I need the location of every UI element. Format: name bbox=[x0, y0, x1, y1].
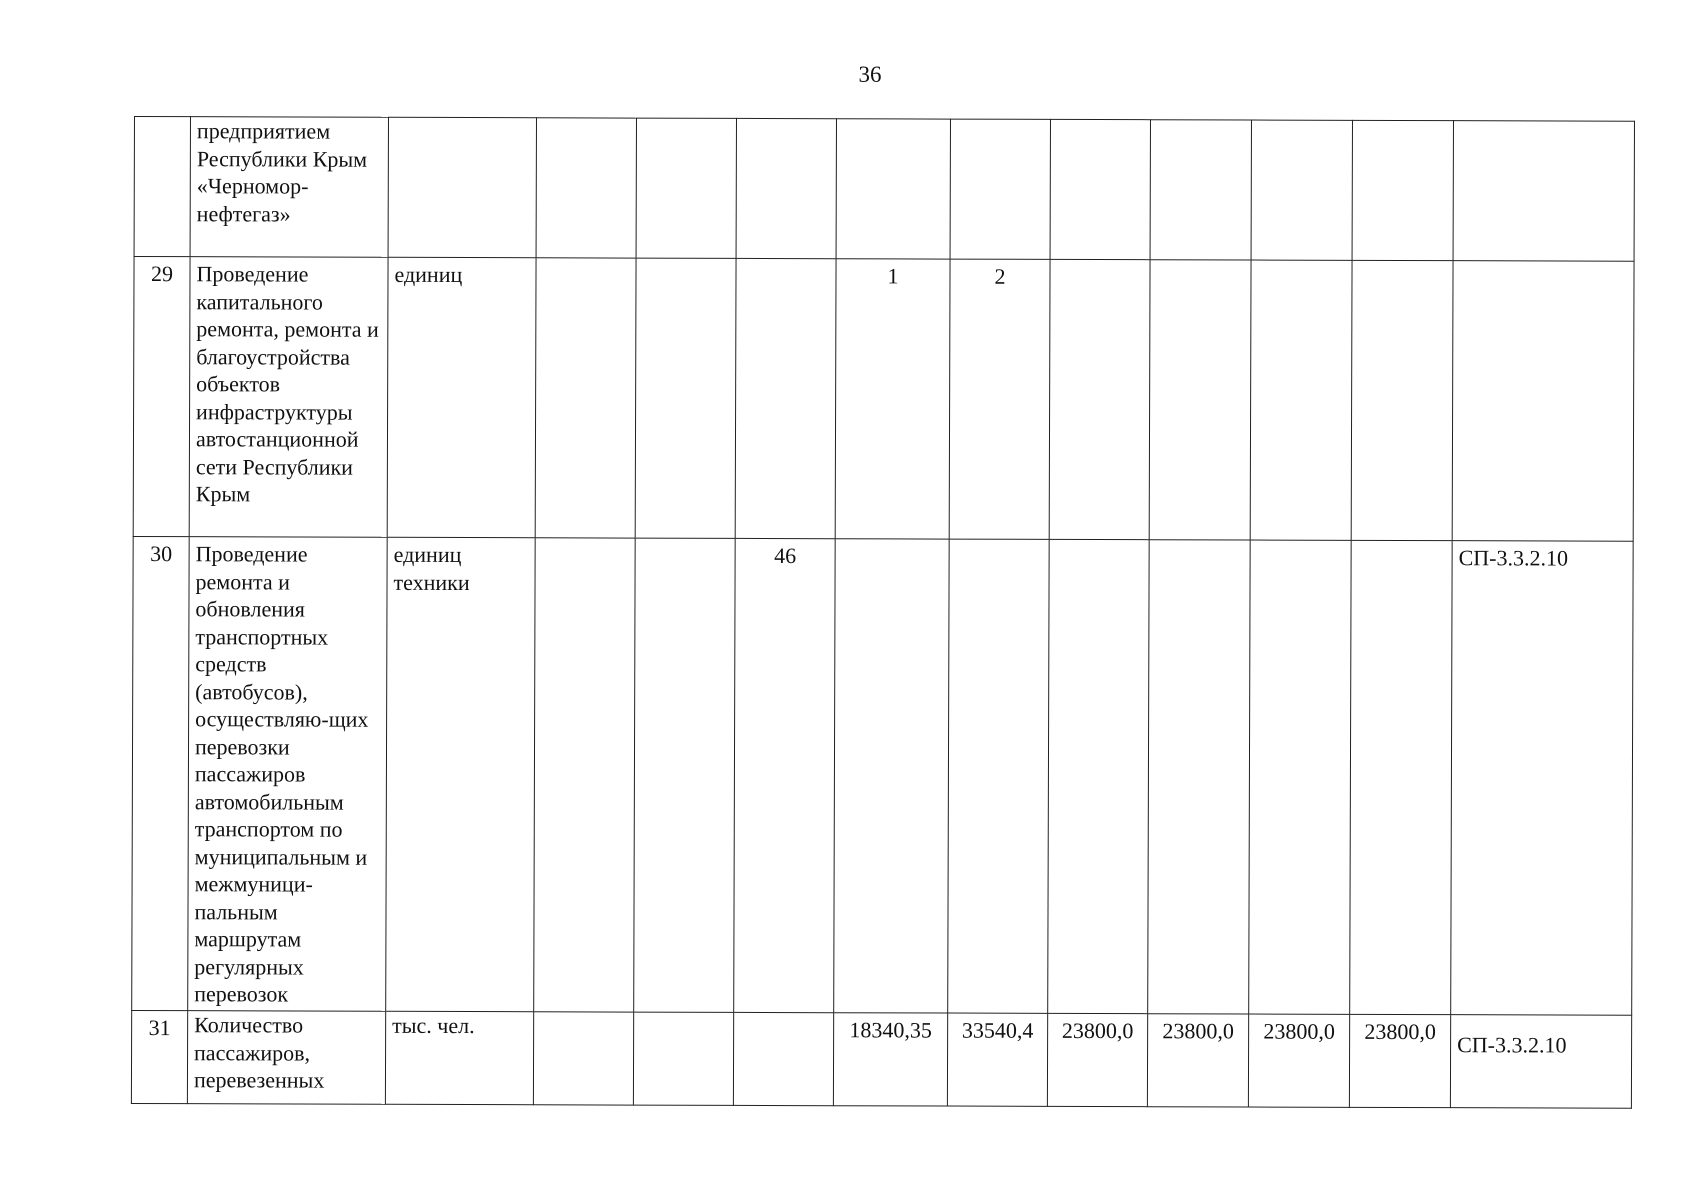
code-cell: СП-3.3.2.10 bbox=[1450, 1015, 1631, 1109]
value-cell: 1 bbox=[835, 259, 950, 539]
value-cell bbox=[534, 538, 635, 1012]
page-number: 36 bbox=[858, 62, 882, 87]
value-cell: 23800,0 bbox=[1248, 1014, 1349, 1107]
value-cell bbox=[1148, 540, 1250, 1014]
value-cell bbox=[733, 1012, 833, 1105]
value-cell bbox=[1149, 260, 1251, 540]
value-cell bbox=[735, 258, 836, 538]
value-cell bbox=[1350, 540, 1452, 1014]
unit-cell: тыс. чел. bbox=[385, 1011, 533, 1104]
code-cell bbox=[1452, 261, 1634, 542]
unit-cell bbox=[388, 117, 536, 257]
value-cell: 18340,35 bbox=[833, 1013, 947, 1106]
value-cell bbox=[836, 119, 950, 259]
value-cell bbox=[834, 539, 949, 1013]
value-cell bbox=[736, 118, 836, 258]
value-cell: 23800,0 bbox=[1047, 1013, 1147, 1106]
value-cell bbox=[635, 258, 736, 538]
code-cell: СП-3.3.2.10 bbox=[1451, 541, 1633, 1016]
value-cell bbox=[948, 539, 1049, 1013]
value-cell bbox=[1250, 260, 1352, 540]
row-number: 29 bbox=[133, 257, 190, 537]
code-cell bbox=[1453, 121, 1634, 262]
value-cell bbox=[1351, 260, 1453, 540]
value-cell: 46 bbox=[734, 538, 835, 1012]
value-cell bbox=[633, 1012, 733, 1105]
value-cell bbox=[1251, 120, 1352, 260]
row-number bbox=[134, 117, 190, 257]
value-cell bbox=[1150, 120, 1251, 260]
value-cell: 33540,4 bbox=[947, 1013, 1047, 1106]
value-cell: 23800,0 bbox=[1147, 1014, 1248, 1107]
table-row bbox=[132, 536, 1633, 1015]
value-cell bbox=[1249, 540, 1351, 1014]
value-cell bbox=[634, 538, 735, 1012]
indicator-name: предприятием Республики Крым «Черномор-нефтегаз» bbox=[190, 117, 388, 258]
indicator-name: Проведение капитального ремонта, ремонта и благоустройства объектов инфраструктуры автостанционной сети Республики Крым bbox=[189, 257, 388, 538]
table-row bbox=[131, 1010, 1631, 1108]
value-cell bbox=[533, 1012, 633, 1105]
value-cell: 23800,0 bbox=[1349, 1014, 1450, 1107]
value-cell bbox=[1048, 539, 1149, 1013]
value-cell bbox=[1050, 119, 1150, 259]
table-row bbox=[134, 117, 1634, 262]
value-cell bbox=[1352, 120, 1453, 260]
row-number: 30 bbox=[132, 536, 189, 1010]
table-row bbox=[133, 257, 1634, 542]
value-cell bbox=[535, 258, 636, 538]
indicator-name: Проведение ремонта и обновления транспортных средств (автобусов), осуществляю-щих перевозки пассажиров автомобильным транспортом по муниципальным и межмуници-пальным маршрутам регулярных перевозок bbox=[188, 537, 387, 1012]
value-cell bbox=[950, 119, 1050, 259]
value-cell bbox=[536, 118, 636, 258]
row-number: 31 bbox=[131, 1010, 187, 1103]
value-cell bbox=[1049, 259, 1150, 539]
value-cell bbox=[636, 118, 736, 258]
indicators-table bbox=[131, 116, 1635, 1109]
indicator-name: Количество пассажиров, перевезенных bbox=[187, 1011, 385, 1105]
value-cell: 2 bbox=[949, 259, 1050, 539]
unit-cell: единиц bbox=[387, 257, 536, 537]
unit-cell: единиц техники bbox=[386, 537, 535, 1011]
